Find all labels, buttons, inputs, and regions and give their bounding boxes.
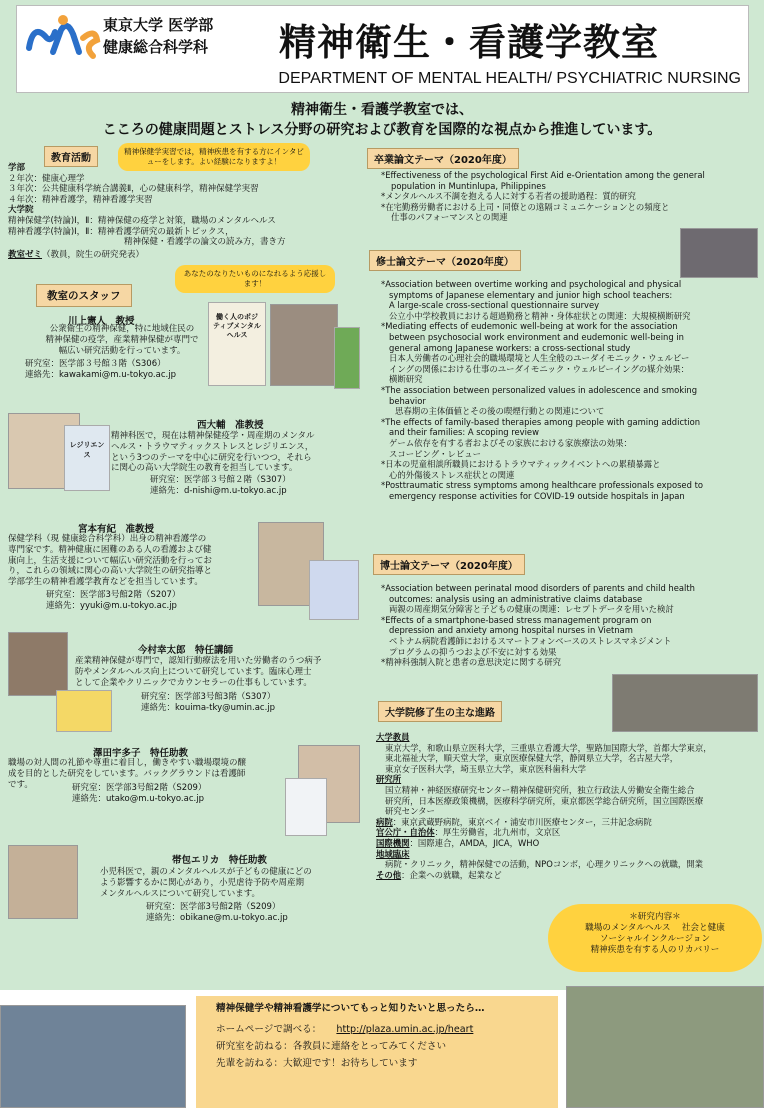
- book-cover: [208, 302, 266, 386]
- book-cover: [56, 690, 112, 732]
- staff-contact: [25, 359, 176, 381]
- thesis-item: A large-scale cross-sectional questionnaire survey: [389, 300, 600, 311]
- thesis-item: 思春期の主体価値とその後の喫煙行動との関連について: [395, 406, 605, 417]
- staff-photo: [8, 845, 78, 919]
- bachelor-list: [381, 170, 705, 223]
- book-cover: [334, 327, 360, 389]
- career-item: 研究所，日本医療政策機構，医療科学研究所，東京都医学総合研究所，国立国際医療: [385, 795, 704, 806]
- thesis-item: *Effectiveness of the psychological First Aid e-Orientation among the general: [381, 170, 705, 180]
- thesis-item: symptoms of Japanese elementary and junior high school teachers:: [389, 289, 673, 300]
- undergrad-item: ３年次：公共健康科学統合講義Ⅱ，心の健康科学，精神保健学実習: [8, 184, 259, 195]
- book-cover: [309, 560, 359, 620]
- department-logo: [23, 12, 103, 62]
- gov-label: 官公庁・自治体: [376, 827, 435, 838]
- footer-heading: 精神保健学や精神看護学についてもっと知りたいと思ったら…: [216, 1003, 485, 1014]
- footer-photo-right: [566, 986, 764, 1108]
- thesis-item: *在宅勤務労働者における上司・同僚との遠隔コミュニケーションとの頻度と: [381, 201, 670, 212]
- staff-photo: [270, 304, 338, 386]
- desc-line: 産業精神保健が専門で，認知行動療法を用いた労働者のうつ病予: [75, 656, 322, 666]
- desc-line: ヘルス・トラウマティックストレスとレジリエンス，: [111, 441, 314, 452]
- staff-email[interactable]: 連絡先：kouima-tky@umin.ac.jp: [141, 702, 276, 713]
- thesis-item: 両親の周産期気分障害と子どもの健康の関連：レセプトデータを用いた検討: [389, 604, 674, 615]
- staff-description: [100, 867, 312, 899]
- career-item: ：国際連合，AMDA，JICA，WHO: [409, 837, 540, 848]
- undergrad-label: 学部: [8, 163, 26, 173]
- footer-info-box: [196, 996, 558, 1108]
- thesis-item: 公立小中学校教員における超過勤務と精神・身体症状との関連：大規模横断研究: [389, 310, 691, 321]
- thesis-item: depression and anxiety among hospital nurses in Vietnam: [389, 625, 633, 636]
- staff-heading: 教室のスタッフ: [36, 284, 132, 307]
- footer-homepage: [216, 1021, 473, 1038]
- desc-line: 精神保健の疫学，産業精神保健が専門で: [45, 334, 199, 345]
- bachelor-heading: 卒業論文テーマ（2020年度）: [367, 148, 519, 169]
- desc-line: り，これらの領域に関心の高い大学院生の研究指導と: [8, 566, 213, 577]
- thesis-item: population in Muntinlupa, Philippines: [391, 180, 546, 191]
- career-item: ：東京武蔵野病院，東京ベイ・浦安市川医療センター，三井記念病院: [392, 816, 652, 827]
- staff-email[interactable]: 連絡先：yyuki@m.u-tokyo.ac.jp: [46, 600, 177, 611]
- thesis-item: *Association between overtime working and psychological and physical: [381, 279, 682, 289]
- staff-name: 澤田宇多子 特任助教: [93, 748, 189, 759]
- undergrad-item: ２年次：健康心理学: [8, 173, 85, 184]
- staff-email[interactable]: 連絡先：kawakami@m.u-tokyo.ac.jp: [25, 369, 176, 380]
- thesis-item: behavior: [389, 395, 426, 406]
- desc-line: 成を目的とした研究をしています。バックグラウンドは看護師: [8, 768, 246, 779]
- staff-email[interactable]: 連絡先：obikane@m.u-tokyo.ac.jp: [146, 912, 288, 923]
- intl-label: 国際機関: [376, 837, 410, 848]
- staff-description: [8, 534, 212, 588]
- university-line2: 健康総合科学科: [103, 38, 209, 56]
- staff-email[interactable]: 連絡先：utako@m.u-tokyo.ac.jp: [72, 793, 204, 804]
- thesis-item: *日本の児童相談所職員におけるトラウマティックイベントへの累積暴露と: [381, 459, 661, 470]
- grad-item: 精神看護学(特論)Ⅰ，Ⅱ：精神看護学研究の最新トピックス，: [8, 226, 234, 237]
- master-heading: 修士論文テーマ（2020年度）: [369, 250, 521, 271]
- desc-line: です。: [8, 779, 33, 790]
- thesis-item: *Effects of a smartphone-based stress management program on: [381, 614, 652, 625]
- thesis-item: *The association between personalized values in adolescence and smoking: [381, 384, 698, 395]
- desc-line: 公衆衛生の精神保健，特に地域住民の: [49, 324, 195, 334]
- staff-contact: [141, 692, 275, 714]
- staff-description: [111, 431, 315, 474]
- staff-name: 帯包エリカ 特任助教: [172, 855, 267, 866]
- group-photo: [612, 674, 758, 732]
- staff-room: 研究室：医学部3号館3階（S307）: [141, 692, 276, 702]
- master-list: [381, 279, 703, 501]
- grad-item: 精神保健学(特論)Ⅰ，Ⅱ：精神保健の疫学と対策，職場のメンタルヘルス: [8, 215, 276, 226]
- thesis-item: ベトナム病院看護師におけるスマートフォンベースのストレスマネジメント: [389, 635, 672, 646]
- footer-senior: 先輩を訪ねる：大歓迎です！お待ちしています: [216, 1058, 418, 1069]
- staff-room: 研究室：医学部３号館２階（S307）: [150, 475, 291, 485]
- desc-line: 康向上，生活支援について幅広い研究活動を行ってお: [8, 555, 212, 566]
- desc-line: 防やメンタルヘルス向上について研究しています。臨床心理士: [75, 666, 312, 677]
- undergrad-item: ４年次：精神看護学，精神看護学実習: [8, 194, 153, 205]
- book-cover: [285, 778, 327, 836]
- hospital-label: 病院: [376, 816, 393, 827]
- footer-visit: 研究室を訪ねる：各教員に連絡をとってみてください: [216, 1041, 447, 1052]
- thesis-item: and their families: A scoping review: [389, 427, 539, 438]
- career-list: [376, 732, 712, 880]
- career-item: 病院・クリニック，精神保健での活動，NPOコンボ，心理クリニックへの就職，開業: [385, 859, 704, 870]
- intro-line1: 精神衛生・看護学教室では、: [291, 102, 473, 118]
- desc-line: よう影響するかに関心があり，小児虐待予防や周産期: [100, 877, 305, 888]
- desc-line: に関心の高い大学院生の教育を担当しています。: [111, 463, 298, 474]
- career-item: 東京女子医科大学，埼玉県立大学，東京医科歯科大学: [385, 763, 586, 774]
- desc-line: 精神科医で，現在は精神保健疫学・周産期のメンタル: [111, 431, 315, 441]
- staff-room: 研究室：医学部３号館３階（S306）: [25, 359, 166, 369]
- thesis-item: emergency response activities for COVID-19 outside hospitals in Japan: [389, 490, 685, 501]
- staff-room: 研究室：医学部3号館2階（S209）: [72, 783, 207, 793]
- page-title: 精神衛生・看護学教室: [279, 21, 659, 64]
- thesis-item: *The effects of family-based therapies among people with gaming addiction: [381, 416, 701, 427]
- thesis-item: 仕事のパフォーマンスとの関連: [391, 212, 508, 223]
- thesis-item: outcomes: analysis using an administrative claims database: [389, 593, 643, 604]
- thesis-item: ゲーム依存を有する者およびその家族における家族療法の効果：: [389, 437, 632, 448]
- staff-name: 川上憲人 教授: [68, 316, 135, 327]
- research-line: ソーシャルインクルージョン: [599, 934, 711, 944]
- thesis-item: *メンタルヘルス不調を抱える人に対する若者の援助過程：質的研究: [381, 191, 636, 202]
- faculty-label: 大学教員: [376, 732, 410, 742]
- thesis-item: *精神科強制入院と患者の意思決定に関する研究: [381, 657, 562, 668]
- thesis-item: *Association between perinatal mood disorders of parents and child health: [381, 583, 695, 593]
- institute-label: 研究所: [376, 774, 402, 785]
- doctor-list: [381, 583, 695, 668]
- homepage-label: ホームページで調べる：: [216, 1024, 322, 1035]
- seminar-photo: [680, 228, 758, 278]
- seminar-text: （教員，院生の研究発表）: [42, 249, 145, 260]
- career-item: ：企業への就職，起業など: [401, 869, 502, 880]
- thesis-item: 心的外傷後ストレス症状との関連: [389, 469, 515, 480]
- research-line: 精神疾患を有する人のリカバリー: [590, 945, 720, 955]
- staff-bubble: あなたのなりたいものになれるよう応援します！: [175, 265, 335, 293]
- desc-line: 小児科医で，親のメンタルヘルスが子どもの健康にどの: [100, 867, 312, 877]
- thesis-item: スコーピング・レビュー: [389, 448, 481, 459]
- grad-label: 大学院: [8, 205, 34, 216]
- staff-room: 研究室：医学部3号館2階（S207）: [46, 590, 181, 600]
- education-bubble: 精神保健学実習では，精神疾患を有する方にインタビューをします。よい経験になりますよ！: [118, 143, 310, 171]
- career-item: 東京大学，和歌山県立医科大学，三重県立看護大学，聖路加国際大学，首都大学東京，: [385, 742, 712, 753]
- thesis-item: general among Japanese workers: a cross-sectional study: [389, 342, 631, 353]
- desc-line: 専門家です。精神健康に困難のある人の看護および健: [8, 544, 212, 555]
- book-title: 働く人のポジティブメンタルヘルス: [213, 313, 261, 339]
- desc-line: として企業やクリニックでカウンセラーの仕事もしています。: [75, 677, 312, 688]
- university-line1: 東京大学 医学部: [103, 16, 214, 34]
- career-item: 東北福祉大学，順天堂大学，東京医療保健大学，静岡県立大学，名古屋大学，: [385, 753, 679, 764]
- desc-line: という3つのテーマを中心に研究を行いつつ，それら: [111, 452, 312, 463]
- desc-line: 学部学生の精神看護学教育などを担当しています。: [8, 577, 203, 588]
- thesis-item: イングの関係における仕事のユーダイモニック・ウェルビーイングの媒介効果：: [389, 363, 689, 374]
- desc-line: メンタルヘルスについて研究しています。: [100, 888, 261, 899]
- staff-photo: [8, 632, 68, 696]
- book-cover: [64, 425, 110, 491]
- research-line: 職場のメンタルヘルス 社会と健康: [585, 923, 725, 933]
- homepage-link[interactable]: http://plaza.umin.ac.jp/heart: [336, 1024, 474, 1035]
- staff-email[interactable]: 連絡先：d-nishi@m.u-tokyo.ac.jp: [150, 485, 287, 496]
- book-title: レジリエンス: [69, 441, 105, 459]
- staff-name: 西大輔 准教授: [197, 420, 264, 431]
- staff-room: 研究室：医学部3号館2階（S209）: [146, 902, 281, 912]
- desc-line: 職場の対人間の礼節や尊重に着目し，働きやすい職場環境の醸: [8, 758, 247, 768]
- career-heading: 大学院修了生の主な進路: [378, 701, 502, 722]
- footer-photo-left: [0, 1005, 186, 1108]
- thesis-item: プログラムの抑うつおよび不安に対する効果: [389, 646, 557, 657]
- header: [16, 5, 749, 93]
- staff-contact: [150, 475, 291, 497]
- staff-name: 宮本有紀 准教授: [78, 524, 155, 535]
- career-item: 国立精神・神経医療研究センター精神保健研究所，独立行政法人労働安全衛生総合: [385, 784, 695, 795]
- staff-contact: [146, 902, 288, 924]
- thesis-item: 日本人労働者の心理社会的職場環境と人生全般のユーダイモニック・ウェルビー: [389, 353, 690, 364]
- staff-contact: [72, 783, 206, 805]
- desc-line: 幅広い研究活動を行っています。: [58, 345, 186, 356]
- desc-line: 保健学科（現 健康総合科学科）出身の精神看護学の: [8, 534, 207, 544]
- page-subtitle: DEPARTMENT OF MENTAL HEALTH/ PSYCHIATRIC NURSING: [278, 70, 741, 87]
- research-cloud: [548, 904, 762, 972]
- career-item: ：厚生労働省，北九州市，文京区: [434, 827, 561, 838]
- local-label: 地域臨床: [376, 848, 410, 859]
- education-heading: 教育活動: [44, 146, 98, 167]
- research-title: ＊研究内容＊: [629, 912, 681, 922]
- doctor-heading: 博士論文テーマ（2020年度）: [373, 554, 525, 575]
- thesis-item: *Posttraumatic stress symptoms among healthcare professionals exposed to: [381, 480, 703, 491]
- other-label: その他: [376, 869, 402, 880]
- thesis-item: between psychosocial work environment and eudemonic well-being in: [389, 331, 684, 342]
- intro-line2: こころの健康問題とストレス分野の研究および教育を国際的な視点から推進しています。: [102, 122, 662, 138]
- staff-description: [75, 656, 321, 688]
- staff-contact: [46, 590, 180, 612]
- education-section: [8, 163, 286, 260]
- thesis-item: *Mediating effects of eudemonic well-being at work for the association: [381, 321, 678, 332]
- seminar-label: 教室ゼミ: [8, 249, 43, 260]
- staff-name: 今村幸太郎 特任講師: [138, 645, 234, 656]
- thesis-item: 横断研究: [389, 374, 423, 385]
- staff-description: [18, 324, 226, 356]
- grad-item: 精神保健・看護学の論文の読み方，書き方: [124, 237, 286, 248]
- career-item: 研究センター: [385, 806, 435, 817]
